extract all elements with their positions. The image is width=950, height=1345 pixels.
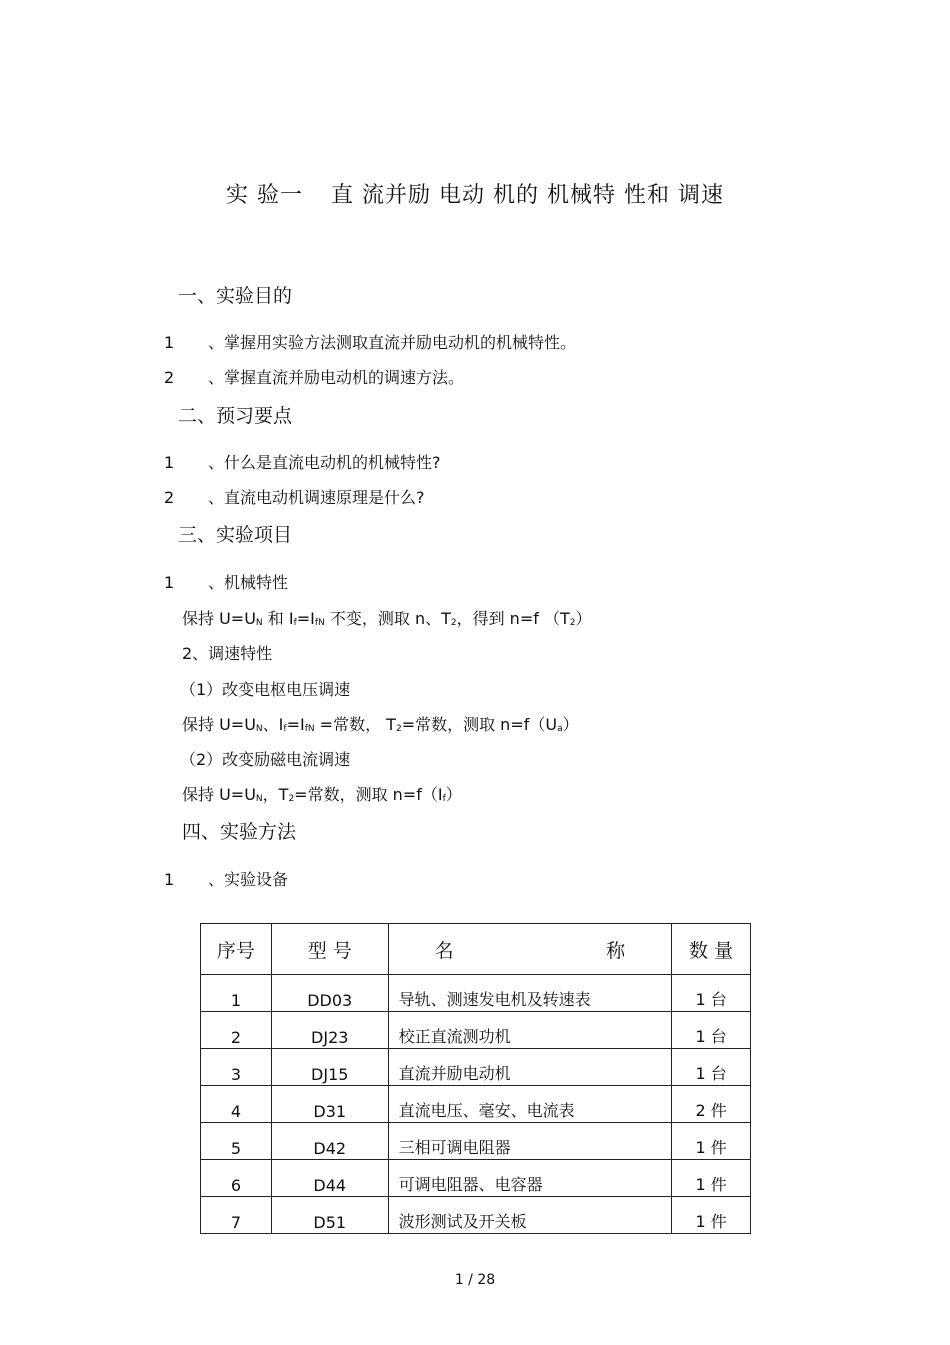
subheading-armature: （1）改变电枢电压调速 — [180, 680, 351, 699]
table-row: 6 D44 可调电阻器、电容器 1 件 — [201, 1160, 751, 1197]
subheading-speed: 2、调速特性 — [182, 644, 273, 663]
table-row: 5 D42 三相可调电阻器 1 件 — [201, 1123, 751, 1160]
title-right: 直 流并励 电动 机的 机械特 性和 调速 — [331, 183, 724, 208]
condition-line-field: 保持 $U=U_N$，$T_2=$常数，测取 $n=f(I_f)$ — [182, 785, 462, 804]
page-number: 1 / 28 — [454, 1272, 496, 1288]
document-title — [0, 178, 950, 209]
table-row: 4 D31 直流电压、毫安、电流表 2 件 — [201, 1086, 751, 1123]
title-left: 实 验一 — [226, 183, 304, 208]
table-header-row — [201, 924, 751, 975]
subheading-field: （2）改变励磁电流调速 — [180, 750, 351, 769]
section-heading-items: 三、实验项目 — [178, 524, 293, 546]
header-qty: 数 量 — [672, 924, 751, 975]
table-row: 2 DJ23 校正直流测功机 1 台 — [201, 1012, 751, 1049]
list-item: 1 、实验设备 — [164, 870, 289, 889]
table-row: 7 D51 波形测试及开关板 1 件 — [201, 1197, 751, 1234]
header-name: 名 称 — [388, 924, 672, 975]
list-item: 1 、机械特性 — [164, 573, 289, 592]
section-heading-method: 四、实验方法 — [182, 821, 297, 843]
section-heading-preview: 二、预习要点 — [178, 405, 293, 427]
header-seq: 序号 — [201, 924, 272, 975]
list-item: 1 、什么是直流电动机的机械特性? — [164, 453, 441, 472]
list-item: 2 、直流电动机调速原理是什么? — [164, 488, 425, 507]
condition-line-armature: 保持 $U=U_N$、$I_f=I_{fN}$ =常数， $T_2=$常数，测取 $n=f(U_a)$ — [182, 715, 579, 734]
table-row: 1 DD03 导轨、测速发电机及转速表 1 台 — [201, 975, 751, 1012]
list-item: 2 、掌握直流并励电动机的调速方法。 — [164, 368, 465, 387]
condition-line-mechanical: 保持 $U=U_N$ 和 $I_f=I_{fN}$ 不变，测取 n、$T_2$，得到 n=f $(T_2)$ — [182, 609, 592, 628]
list-item: 1 、掌握用实验方法测取直流并励电动机的机械特性。 — [164, 333, 577, 352]
section-heading-purpose: 一、实验目的 — [178, 285, 293, 307]
equipment-table — [200, 923, 751, 1234]
header-model: 型 号 — [271, 924, 388, 975]
table-row: 3 DJ15 直流并励电动机 1 台 — [201, 1049, 751, 1086]
